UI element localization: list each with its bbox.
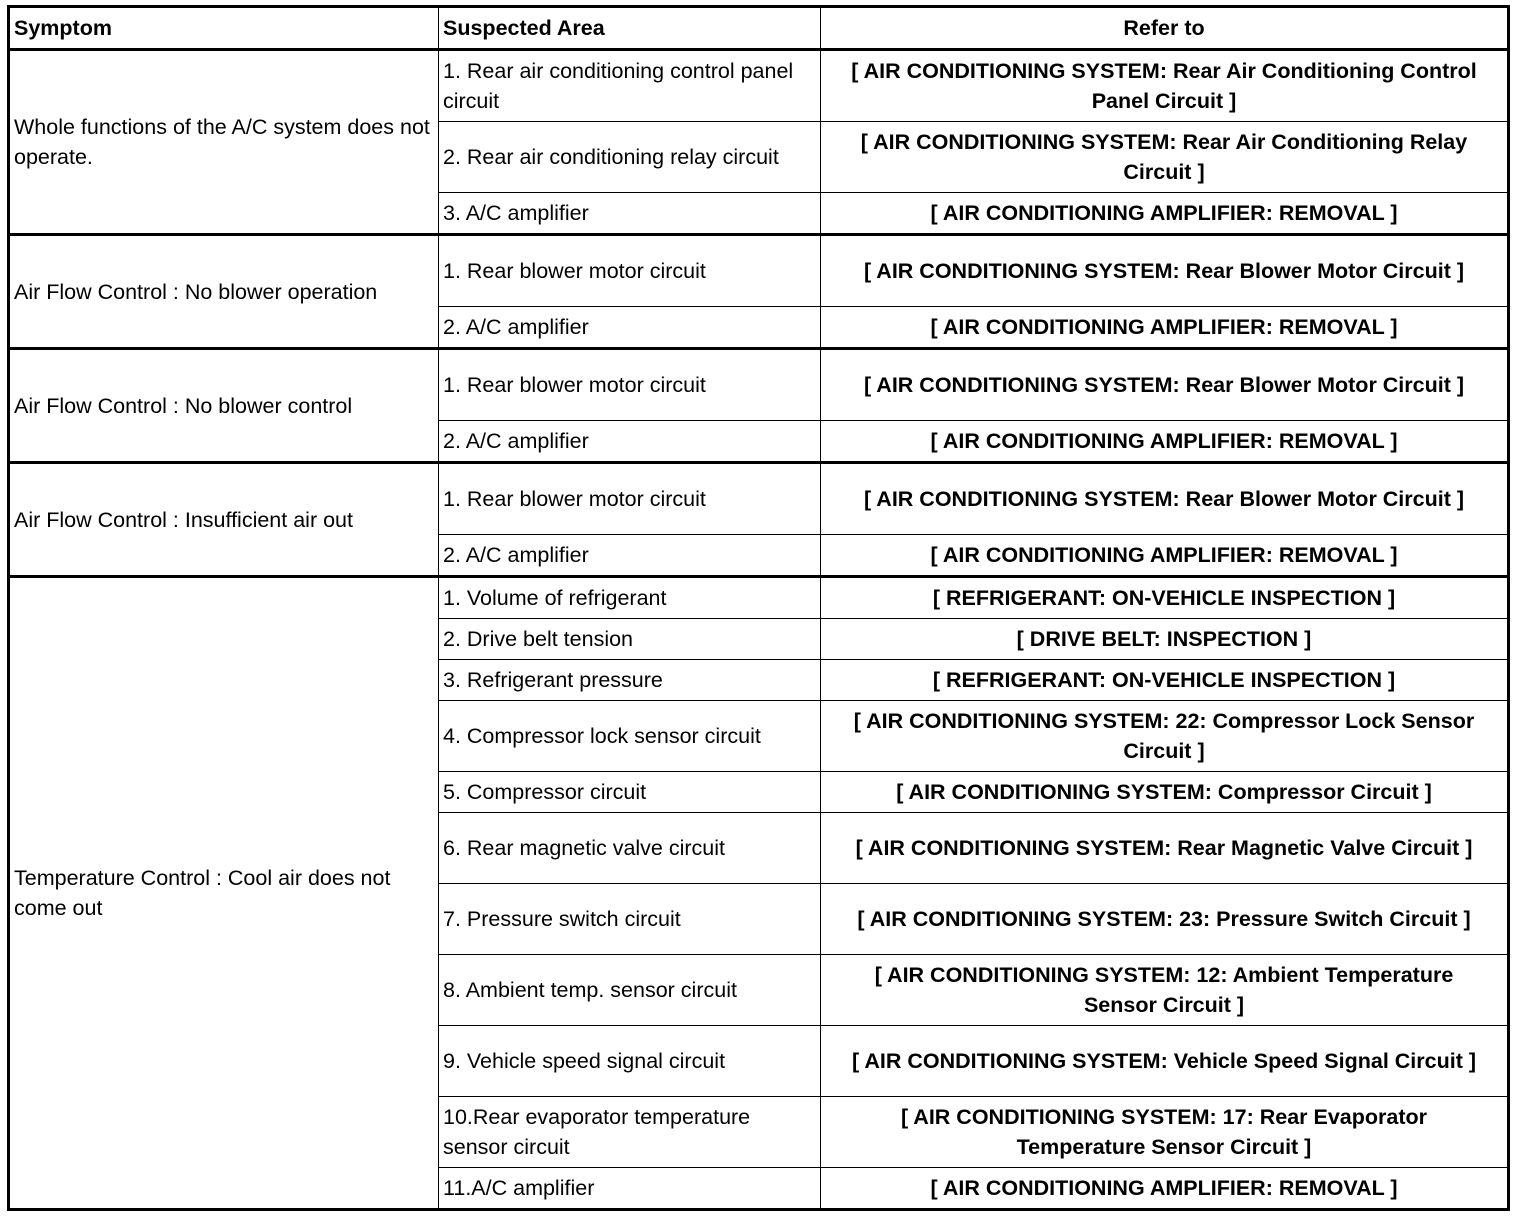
header-refer-to: Refer to [821,7,1509,50]
refer-to-link[interactable]: [ REFRIGERANT: ON-VEHICLE INSPECTION ] [821,577,1509,619]
troubleshooting-table [7,5,1510,1211]
refer-to-link[interactable]: [ AIR CONDITIONING SYSTEM: 22: Compressor Lock Sensor Circuit ] [821,701,1509,772]
suspected-area-cell: 1. Rear air conditioning control panel circuit [439,50,821,122]
refer-to-link[interactable]: [ AIR CONDITIONING SYSTEM: 23: Pressure Switch Circuit ] [821,884,1509,955]
refer-to-link[interactable]: [ AIR CONDITIONING SYSTEM: Rear Magnetic Valve Circuit ] [821,813,1509,884]
symptom-cell: Air Flow Control : Insufficient air out [9,463,439,577]
refer-to-link[interactable]: [ REFRIGERANT: ON-VEHICLE INSPECTION ] [821,660,1509,701]
table-row [9,577,1509,619]
suspected-area-cell: 8. Ambient temp. sensor circuit [439,955,821,1026]
refer-to-link[interactable]: [ AIR CONDITIONING SYSTEM: Compressor Circuit ] [821,772,1509,813]
suspected-area-cell: 2. A/C amplifier [439,421,821,463]
suspected-area-cell: 1. Volume of refrigerant [439,577,821,619]
symptom-cell: Air Flow Control : No blower operation [9,235,439,349]
refer-to-link[interactable]: [ AIR CONDITIONING SYSTEM: Rear Air Conditioning Relay Circuit ] [821,122,1509,193]
symptom-cell: Air Flow Control : No blower control [9,349,439,463]
refer-to-link[interactable]: [ AIR CONDITIONING SYSTEM: Rear Air Conditioning Control Panel Circuit ] [821,50,1509,122]
suspected-area-cell: 1. Rear blower motor circuit [439,235,821,307]
refer-to-link[interactable]: [ AIR CONDITIONING AMPLIFIER: REMOVAL ] [821,535,1509,577]
suspected-area-cell: 2. Rear air conditioning relay circuit [439,122,821,193]
table-row [9,50,1509,122]
header-row [9,7,1509,50]
suspected-area-cell: 7. Pressure switch circuit [439,884,821,955]
suspected-area-cell: 11.A/C amplifier [439,1168,821,1210]
refer-to-link[interactable]: [ AIR CONDITIONING AMPLIFIER: REMOVAL ] [821,307,1509,349]
suspected-area-cell: 2. A/C amplifier [439,307,821,349]
header-suspected-area: Suspected Area [439,7,821,50]
table-row [9,235,1509,307]
refer-to-link[interactable]: [ AIR CONDITIONING SYSTEM: Rear Blower Motor Circuit ] [821,463,1509,535]
suspected-area-cell: 3. A/C amplifier [439,193,821,235]
symptom-cell: Temperature Control : Cool air does not come out [9,577,439,1210]
table-row [9,463,1509,535]
suspected-area-cell: 5. Compressor circuit [439,772,821,813]
refer-to-link[interactable]: [ AIR CONDITIONING AMPLIFIER: REMOVAL ] [821,1168,1509,1210]
refer-to-link[interactable]: [ DRIVE BELT: INSPECTION ] [821,619,1509,660]
suspected-area-cell: 9. Vehicle speed signal circuit [439,1026,821,1097]
refer-to-link[interactable]: [ AIR CONDITIONING SYSTEM: Vehicle Speed Signal Circuit ] [821,1026,1509,1097]
table-row [9,349,1509,421]
suspected-area-cell: 1. Rear blower motor circuit [439,463,821,535]
refer-to-link[interactable]: [ AIR CONDITIONING AMPLIFIER: REMOVAL ] [821,193,1509,235]
suspected-area-cell: 1. Rear blower motor circuit [439,349,821,421]
refer-to-link[interactable]: [ AIR CONDITIONING SYSTEM: Rear Blower Motor Circuit ] [821,349,1509,421]
refer-to-link[interactable]: [ AIR CONDITIONING SYSTEM: 12: Ambient Temperature Sensor Circuit ] [821,955,1509,1026]
header-symptom: Symptom [9,7,439,50]
suspected-area-cell: 4. Compressor lock sensor circuit [439,701,821,772]
suspected-area-cell: 3. Refrigerant pressure [439,660,821,701]
suspected-area-cell: 10.Rear evaporator temperature sensor circuit [439,1097,821,1168]
refer-to-link[interactable]: [ AIR CONDITIONING SYSTEM: Rear Blower Motor Circuit ] [821,235,1509,307]
refer-to-link[interactable]: [ AIR CONDITIONING SYSTEM: 17: Rear Evaporator Temperature Sensor Circuit ] [821,1097,1509,1168]
suspected-area-cell: 2. A/C amplifier [439,535,821,577]
refer-to-link[interactable]: [ AIR CONDITIONING AMPLIFIER: REMOVAL ] [821,421,1509,463]
suspected-area-cell: 6. Rear magnetic valve circuit [439,813,821,884]
suspected-area-cell: 2. Drive belt tension [439,619,821,660]
symptom-cell: Whole functions of the A/C system does not operate. [9,50,439,235]
